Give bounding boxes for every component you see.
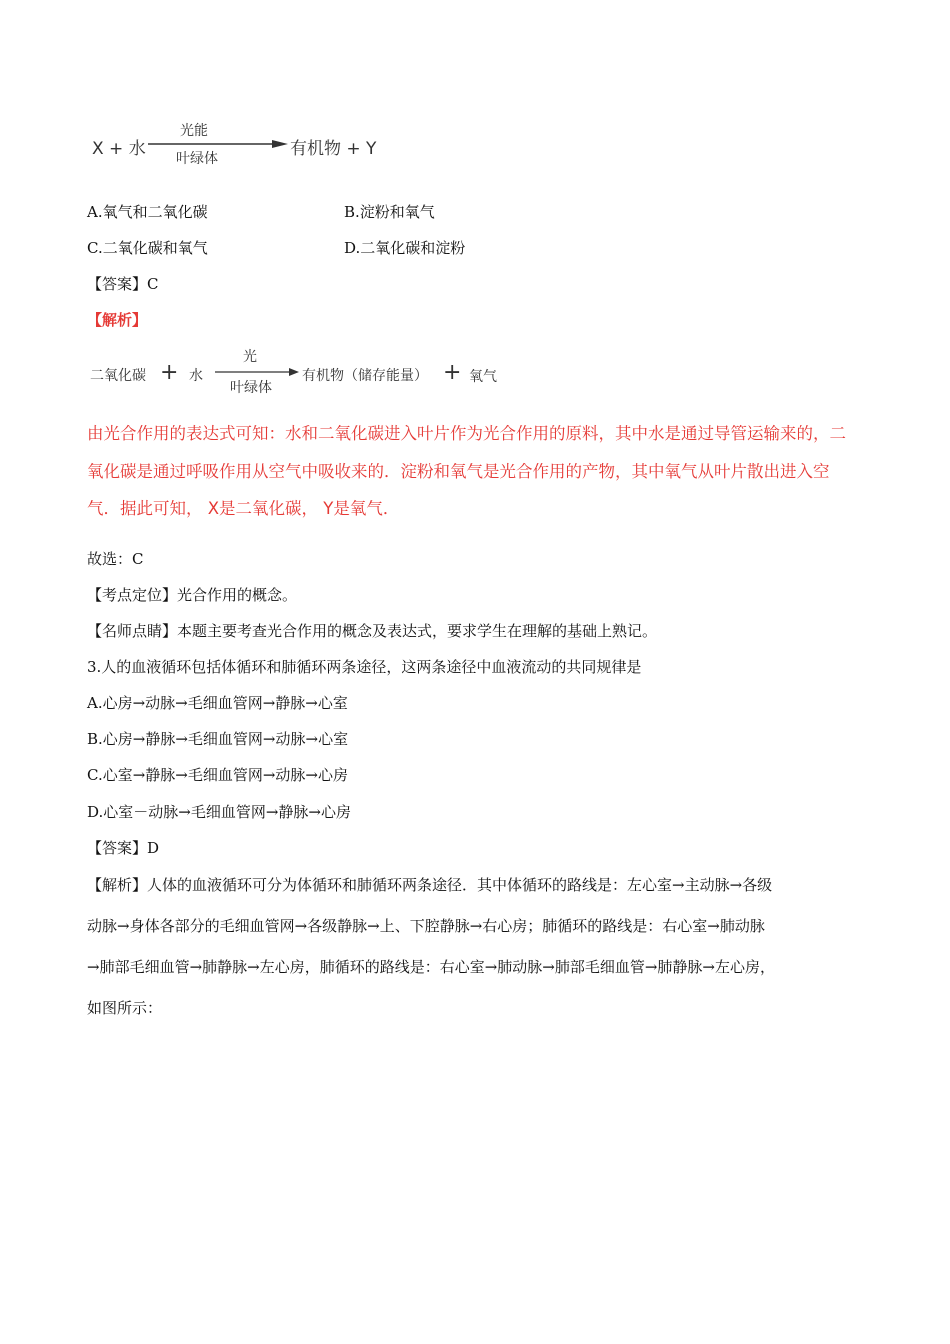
q3-analysis-line: 【解析】人体的血液循环可分为体循环和肺循环两条途径．其中体循环的路线是：左心室→主动脉→各级 <box>87 876 773 894</box>
equation-1-below: 叶绿体 <box>176 151 218 167</box>
equation-2-reactant1: 二氧化碳 <box>90 368 146 384</box>
q2-tip: 【名师点睛】本题主要考查光合作用的概念及表达式，要求学生在理解的基础上熟记。 <box>87 622 658 640</box>
q3-option-d: D.心室－动脉→毛细血管网→静脉→心房 <box>87 803 351 821</box>
q3-answer: 【答案】D <box>87 839 160 857</box>
q3-option-a: A.心房→动脉→毛细血管网→静脉→心室 <box>87 694 348 712</box>
q2-analysis-label: 【解析】 <box>87 311 148 329</box>
equation-2-plus2: + <box>443 360 462 385</box>
equation-1-above: 光能 <box>180 123 208 139</box>
q2-choice: 故选：C <box>87 550 144 568</box>
q2-analysis-line: 由光合作用的表达式可知：水和二氧化碳进入叶片作为光合作用的原料，其中水是通过导管运输来的，二 <box>87 424 846 443</box>
q3-option-b: B.心房→静脉→毛细血管网→动脉→心室 <box>87 730 349 748</box>
q2-answer: 【答案】C <box>87 275 159 293</box>
q3-analysis-line: →肺部毛细血管→肺静脉→左心房，肺循环的路线是：右心室→肺动脉→肺部毛细血管→肺静脉→左心房， <box>87 958 775 976</box>
q2-option-c: C.二氧化碳和氧气 <box>87 239 208 257</box>
equation-2-below: 叶绿体 <box>230 380 272 396</box>
equation-1-left: X + 水 <box>92 139 146 159</box>
q3-option-c: C.心室→静脉→毛细血管网→动脉→心房 <box>87 766 348 784</box>
q3-stem: 3.人的血液循环包括体循环和肺循环两条途径，这两条途径中血液流动的共同规律是 <box>87 658 642 676</box>
equation-2-plus1: + <box>160 360 179 385</box>
q2-option-a: A.氧气和二氧化碳 <box>87 203 208 221</box>
equation-2-product1: 有机物（储存能量） <box>302 368 428 384</box>
equation-1-right: 有机物 + Y <box>290 139 377 159</box>
q2-point: 【考点定位】光合作用的概念。 <box>87 586 298 604</box>
q2-analysis-line: 氧化碳是通过呼吸作用从空气中吸收来的．淀粉和氧气是光合作用的产物，其中氧气从叶片散出进入空 <box>87 462 830 481</box>
q2-analysis-line: 气．据此可知， X是二氧化碳， Y是氧气． <box>87 499 400 518</box>
equation-2-product2: 氧气 <box>469 369 497 385</box>
q3-analysis-line: 动脉→身体各部分的毛细血管网→各级静脉→上、下腔静脉→右心房；肺循环的路线是：右心室→肺动脉 <box>87 917 765 935</box>
equation-2-reactant2: 水 <box>189 368 203 384</box>
equation-2-above: 光 <box>243 349 257 365</box>
arrow-right-icon <box>148 140 288 152</box>
q3-analysis-line: 如图所示： <box>87 999 163 1017</box>
q2-option-b: B.淀粉和氧气 <box>344 203 435 221</box>
q2-option-d: D.二氧化碳和淀粉 <box>344 239 466 257</box>
